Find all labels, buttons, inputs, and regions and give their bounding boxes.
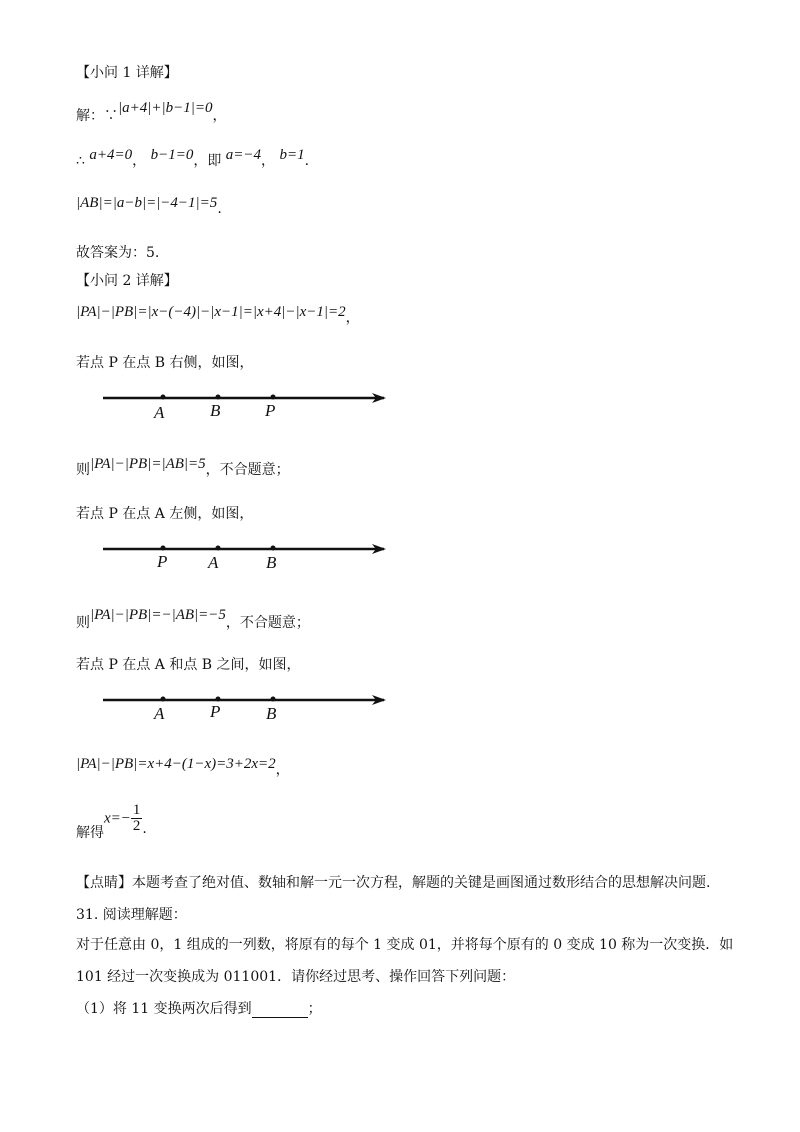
point-dot <box>271 395 276 400</box>
solve-end: . <box>142 820 147 837</box>
part2-line1-math: |PA|−|PB|=|x−(−4)|−|x−1|=|x+4|−|x−1|=2 <box>76 304 346 320</box>
case2-math: |PA|−|PB|=−|AB|=−5 <box>90 607 226 623</box>
part1-line1-math: |a+4|+|b−1|=0 <box>118 100 213 116</box>
case3-result <box>76 755 290 778</box>
part1-line2-eq4: b=1 <box>279 147 305 163</box>
case3-end: ， <box>275 762 290 778</box>
point-dot <box>271 697 276 702</box>
point-dot <box>216 546 221 551</box>
axis2-label-3: B <box>266 553 277 572</box>
case1-prefix: 则 <box>76 462 90 478</box>
number-line-2 <box>103 546 384 551</box>
part1-line3-math: |AB|=|a−b|=|−4−1|=5 <box>76 195 218 211</box>
case2-text: 若点 P 在点 A 左侧，如图， <box>76 506 254 522</box>
solve-denominator: 2 <box>132 818 141 834</box>
case3-text: 若点 P 在点 A 和点 B 之间，如图， <box>76 657 301 673</box>
axis1-label-2: B <box>210 401 221 420</box>
part2-line1-end: ， <box>345 310 360 326</box>
axis2-label-1: P <box>157 552 168 571</box>
part1-line2-sep3: ， <box>261 153 276 169</box>
q31-item1 <box>76 1000 322 1018</box>
part1-line2-eq2: b−1=0 <box>150 147 194 163</box>
solve-lhs: x=− <box>104 810 131 827</box>
q31-item1-suffix: ； <box>307 1001 322 1017</box>
case1-text: 若点 P 在点 B 右侧，如图， <box>76 355 254 371</box>
point-dot <box>216 697 221 702</box>
solve-prefix: 解得 <box>76 824 104 841</box>
answer-blank <box>252 1003 308 1018</box>
case2-suffix: ，不合题意； <box>225 615 310 631</box>
point-dot <box>161 395 166 400</box>
point-dot <box>161 697 166 702</box>
q31-item1-prefix: （1）将 11 变换两次后得到 <box>76 1001 252 1017</box>
point-dot <box>216 395 221 400</box>
part1-line2-sep2: ，即 <box>193 153 222 169</box>
solve-fraction <box>131 803 143 834</box>
number-line-1 <box>103 395 384 400</box>
part1-answer: 故答案为：5. <box>76 245 160 261</box>
part1-line2-eq3: a=−4 <box>225 147 262 163</box>
case2-prefix: 则 <box>76 615 90 631</box>
q31-para1: 对于任意由 0，1 组成的一列数，将原有的每个 1 变成 01，并将每个原有的 0 变成 10 称为一次变换．如 <box>76 937 734 953</box>
axis1-label-3: P <box>265 401 276 420</box>
number-line-3 <box>103 697 384 702</box>
solve-line <box>76 802 147 841</box>
part1-line2-end: . <box>304 153 310 169</box>
axis1-label-1: A <box>154 403 165 422</box>
part1-heading: 【小问 1 详解】 <box>76 65 178 81</box>
comment: 【点睛】本题考查了绝对值、数轴和解一元一次方程，解题的关键是画图通过数形结合的思想解决问题. <box>76 875 711 891</box>
part2-heading: 【小问 2 详解】 <box>76 273 178 289</box>
axis3-label-2: P <box>210 702 221 721</box>
point-dot <box>161 546 166 551</box>
part1-line1-prefix: 解：∵ <box>76 108 118 124</box>
case1-suffix: ，不合题意； <box>205 462 290 478</box>
solve-numerator: 1 <box>132 802 141 818</box>
q31-title: 31. 阅读理解题： <box>76 907 187 923</box>
axis3-label-3: B <box>266 704 277 723</box>
case2-result <box>76 606 310 631</box>
point-dot <box>271 546 276 551</box>
part1-line3-end: . <box>217 201 222 217</box>
axis3-label-1: A <box>154 704 165 723</box>
part1-line2-eq1: a+4=0 <box>89 147 133 163</box>
axis2-label-2: A <box>208 553 219 572</box>
q31-para2: 101 经过一次变换成为 011001．请你经过思考、操作回答下列问题： <box>76 969 516 985</box>
case1-result <box>76 455 290 478</box>
case3-math: |PA|−|PB|=x+4−(1−x)=3+2x=2 <box>76 756 276 772</box>
part1-line2-sep1: ， <box>132 153 147 169</box>
case1-math: |PA|−|PB|=|AB|=5 <box>90 456 206 472</box>
part1-line2-prefix: ∴ <box>76 153 85 169</box>
part1-line1-suffix: ， <box>212 108 227 124</box>
